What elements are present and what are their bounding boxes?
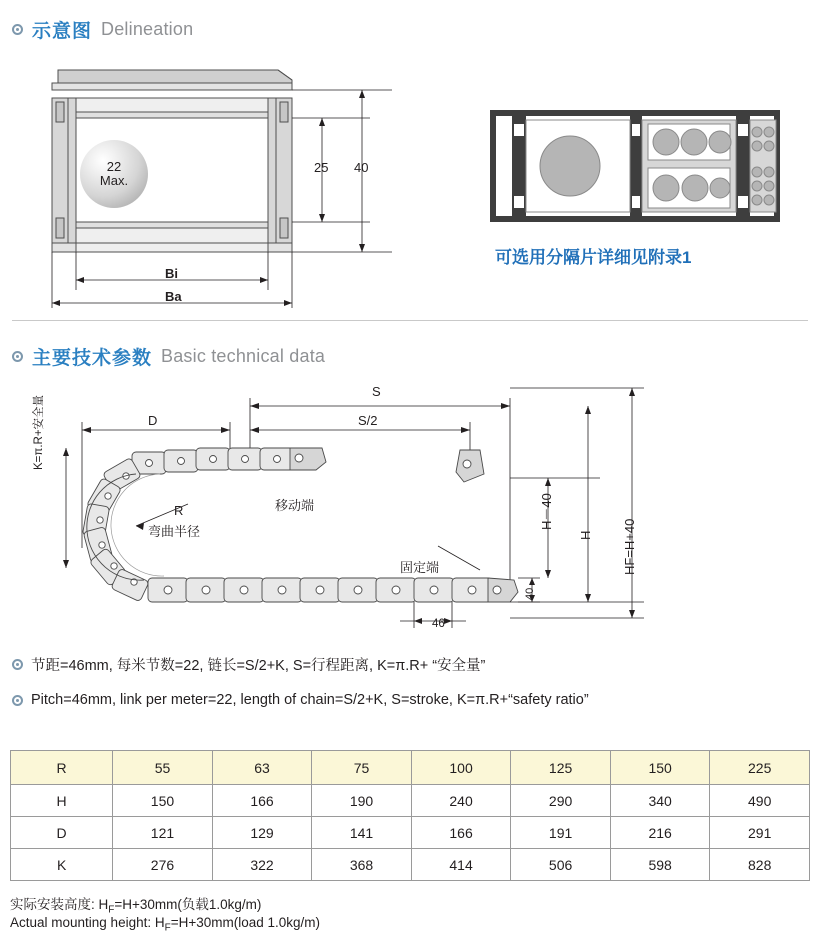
label-bend-radius-cn: 弯曲半径 [148, 524, 201, 539]
table-cell: 129 [212, 817, 312, 849]
label-fixed-end: 固定端 [400, 560, 440, 575]
table-header-row [11, 751, 810, 785]
section-divider [12, 320, 808, 321]
bullet-icon [12, 24, 23, 35]
table-header-cell: 75 [312, 751, 412, 785]
label-40: 40 [524, 587, 536, 600]
table-row [11, 817, 810, 849]
table-cell: 166 [212, 785, 312, 817]
ball-value: 22 [106, 158, 122, 174]
section-heading-basic [12, 343, 325, 370]
table-header-cell: 100 [411, 751, 511, 785]
table-cell: 191 [511, 817, 611, 849]
label-S: S [372, 384, 381, 399]
footnote-cn-pre: 实际安装高度: H [10, 897, 109, 912]
note-text-en: Pitch=46mm, link per meter=22, length of chain=S/2+K, S=stroke, K=π.R+“safety ratio” [31, 692, 589, 708]
table-row-label: D [11, 817, 113, 849]
footnote-cn [10, 893, 261, 916]
table-cell: 276 [113, 849, 213, 881]
dim-25-label: 25 [314, 160, 329, 175]
table-header-cell: 55 [113, 751, 213, 785]
table-header-cell: 63 [212, 751, 312, 785]
dim-40-label: 40 [354, 160, 369, 175]
ball-unit: Max. [99, 173, 129, 188]
section-title-en: Delineation [101, 19, 194, 39]
bullet-icon [12, 659, 23, 670]
table-cell: 490 [710, 785, 810, 817]
table-cell: 290 [511, 785, 611, 817]
table-cell: 322 [212, 849, 312, 881]
footnote-en-post: =H+30mm(load 1.0kg/m) [170, 915, 321, 930]
table-cell: 190 [312, 785, 412, 817]
label-HF: HF=H+40 [622, 518, 637, 575]
footnote-en-sub: F [164, 922, 171, 934]
label-H-minus-40: H－40 [539, 493, 554, 530]
table-row-label: H [11, 785, 113, 817]
table-cell: 121 [113, 817, 213, 849]
bullet-icon [12, 351, 23, 362]
table-cell: 166 [411, 817, 511, 849]
label-R: R [174, 503, 184, 518]
bullet-icon [12, 695, 23, 706]
table-cell: 150 [113, 785, 213, 817]
table-row [11, 785, 810, 817]
table-cell: 141 [312, 817, 412, 849]
section-title-cn: 主要技术参数 [32, 348, 153, 369]
note-line-en [12, 692, 589, 708]
spec-table [10, 750, 810, 881]
ball-diameter-indicator [80, 140, 148, 208]
table-cell: 240 [411, 785, 511, 817]
label-46: 46 [432, 618, 445, 630]
table-cell: 340 [610, 785, 710, 817]
label-H: H [578, 530, 593, 540]
label-moving-end: 移动端 [275, 498, 315, 513]
note-line-cn [12, 654, 485, 675]
table-cell: 368 [312, 849, 412, 881]
table-header-cell: 150 [610, 751, 710, 785]
footnote-en [10, 915, 320, 934]
table-cell: 414 [411, 849, 511, 881]
footnote-cn-sub: F [108, 904, 115, 916]
footnote-cn-post: =H+30mm(负载1.0kg/m) [114, 897, 262, 912]
footnote-en-pre: Actual mounting height: H [10, 915, 165, 930]
table-header-cell: 125 [511, 751, 611, 785]
table-header-cell: R [11, 751, 113, 785]
table-cell: 291 [710, 817, 810, 849]
dim-bi-label: Bi [165, 266, 178, 281]
table-row [11, 849, 810, 881]
section-title-en: Basic technical data [161, 346, 326, 366]
section-heading-delineation [12, 16, 193, 43]
label-D: D [148, 413, 158, 428]
table-header-cell: 225 [710, 751, 810, 785]
table-cell: 216 [610, 817, 710, 849]
table-cell: 828 [710, 849, 810, 881]
section-title-cn: 示意图 [32, 21, 93, 42]
note-text-cn: 节距=46mm, 每米节数=22, 链长=S/2+K, S=行程距离, K=π.R+ “安全量” [31, 658, 486, 674]
divider-module-drawing [490, 110, 780, 230]
table-cell: 598 [610, 849, 710, 881]
table-row-label: K [11, 849, 113, 881]
divider-caption: 可选用分隔片详细见附录1 [495, 248, 692, 267]
label-S2: S/2 [358, 413, 378, 428]
table-cell: 506 [511, 849, 611, 881]
dim-ba-label: Ba [165, 289, 182, 304]
label-K-formula: K=π.R+安全量 [33, 394, 45, 470]
